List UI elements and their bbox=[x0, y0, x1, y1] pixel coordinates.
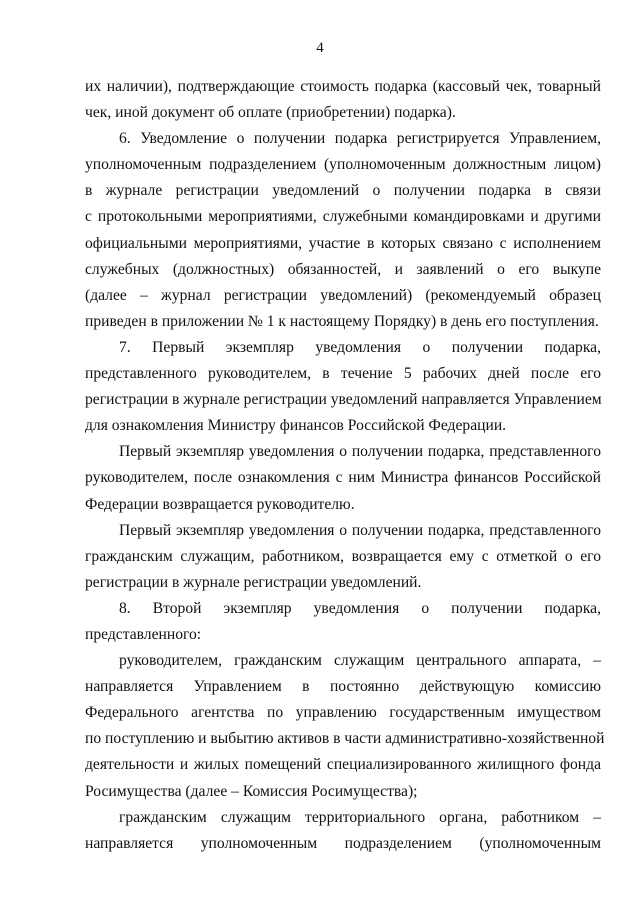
text-line: представленного руководителем, в течение 5 рабочих дней после его bbox=[85, 365, 601, 383]
text-line: Федерального агентства по управлению государственным имуществом bbox=[85, 704, 601, 722]
text-line: регистрации в журнале регистрации уведомлений. bbox=[85, 573, 422, 591]
page-number: 4 bbox=[316, 40, 324, 56]
text-line: уполномоченным подразделением (уполномоченным должностным лицом) bbox=[85, 156, 601, 174]
text-line: приведен в приложении № 1 к настоящему Порядку) в день его поступления. bbox=[85, 312, 599, 330]
text-line: руководителем, гражданским служащим центрального аппарата, – bbox=[119, 652, 601, 670]
text-line: гражданским служащим, работником, возвращается ему с отметкой о его bbox=[85, 547, 601, 565]
text-line: Федерации возвращается руководителю. bbox=[85, 495, 355, 513]
text-line: для ознакомления Министру финансов Российской Федерации. bbox=[85, 417, 507, 435]
text-line: регистрации в журнале регистрации уведомлений направляется Управлением bbox=[85, 391, 602, 409]
text-line: официальными мероприятиями, участие в которых связано с исполнением bbox=[85, 234, 601, 252]
text-line: по поступлению и выбытию активов в части административно-хозяйственной bbox=[85, 730, 605, 748]
text-line: служебных (должностных) обязанностей, и заявлений о его выкупе bbox=[85, 260, 601, 278]
text-line: направляется уполномоченным подразделением (уполномоченным bbox=[85, 834, 601, 852]
document-body bbox=[85, 74, 605, 857]
text-line: представленного: bbox=[85, 625, 202, 643]
paragraph-8-line: 8. Второй экземпляр уведомления о получении подарка, bbox=[119, 599, 601, 617]
text-line: их наличии), подтверждающие стоимость подарка (кассовый чек, товарный bbox=[85, 78, 601, 95]
text-line: чек, иной документ об оплате (приобретении) подарка). bbox=[85, 104, 456, 122]
text-line: Первый экземпляр уведомления о получении подарка, представленного bbox=[119, 521, 601, 539]
paragraph-7-line: 7. Первый экземпляр уведомления о получении подарка, bbox=[119, 338, 601, 356]
text-line: руководителем, после ознакомления с ним Министра финансов Российской bbox=[85, 469, 601, 487]
text-line: Первый экземпляр уведомления о получении подарка, представленного bbox=[119, 443, 601, 461]
paragraph-6-line: 6. Уведомление о получении подарка регистрируется Управлением, bbox=[119, 130, 601, 148]
text-line: в журнале регистрации уведомлений о получении подарка в связи bbox=[85, 182, 601, 200]
text-line: направляется Управлением в постоянно действующую комиссию bbox=[85, 678, 601, 696]
text-line: Росимущества (далее – Комиссия Росимущества); bbox=[85, 782, 418, 800]
text-line: (далее – журнал регистрации уведомлений) (рекомендуемый образец bbox=[85, 286, 601, 304]
text-line: гражданским служащим территориального органа, работником – bbox=[119, 808, 601, 826]
text-line: деятельности и жилых помещений специализированного жилищного фонда bbox=[85, 756, 601, 774]
text-line: с протокольными мероприятиями, служебными командировками и другими bbox=[85, 208, 601, 226]
